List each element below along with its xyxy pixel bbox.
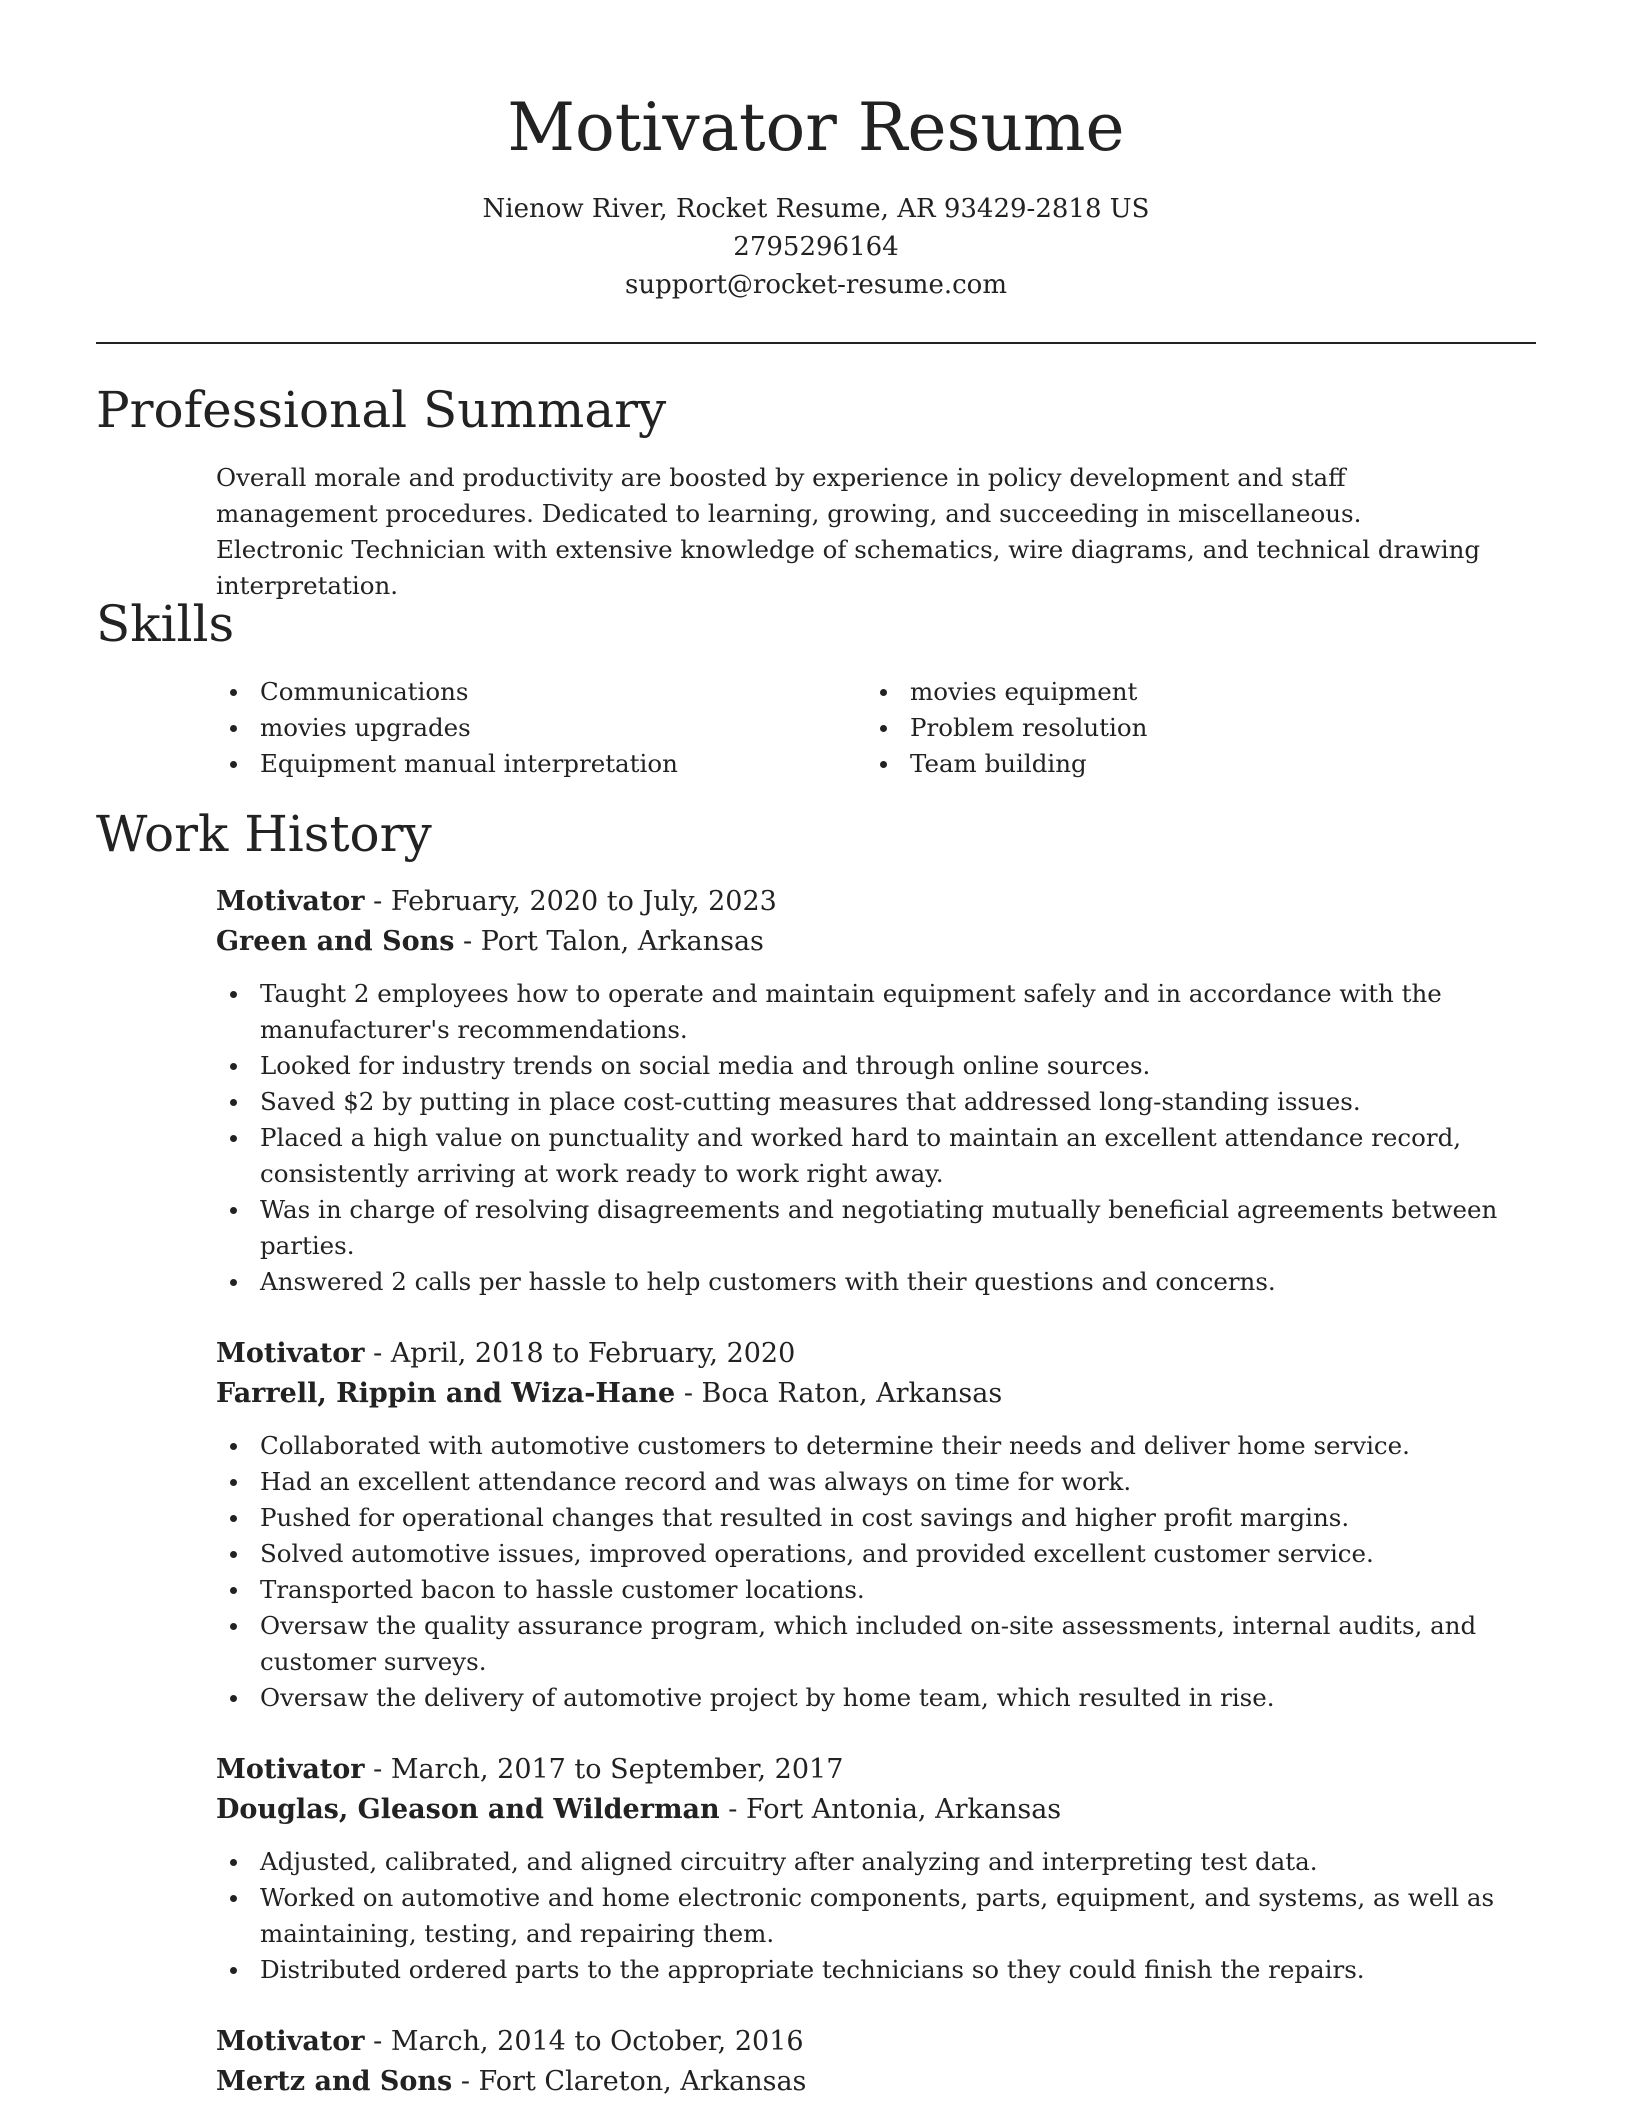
job-title-line: Motivator - April, 2018 to February, 2020 [216, 1338, 796, 1369]
job-bullet: Was in charge of resolving disagreements and negotiating mutually beneficial agreements between parties. [216, 1192, 1546, 1264]
summary-heading: Professional Summary [96, 381, 667, 439]
job-company: Mertz and Sons [216, 2066, 453, 2097]
job-dates: February, 2020 to July, 2023 [390, 886, 777, 917]
job-company: Douglas, Gleason and Wilderman [216, 1794, 720, 1825]
skill-item: movies equipment [866, 674, 1506, 710]
summary-text: Overall morale and productivity are boosted by experience in policy development and staff management procedures. Dedicated to learning, growing, and succeeding in miscellaneous. Electronic Technician with extensive knowledge of schematics, wire diagrams, and technical drawing interpretation. [216, 463, 1481, 600]
skill-item: Communications [216, 674, 856, 710]
job-bullet: Worked on automotive and home electronic components, parts, equipment, and systems, as well as maintaining, testing, and repairing them. [216, 1880, 1546, 1952]
job-position: Motivator [216, 2026, 365, 2057]
resume-title: Motivator Resume [507, 89, 1125, 166]
job-company-line: Farrell, Rippin and Wiza-Hane - Boca Raton, Arkansas [216, 1378, 1003, 1409]
job-entry [216, 1334, 1546, 1716]
job-position: Motivator [216, 886, 365, 917]
job-bullet: Saved $2 by putting in place cost-cutting measures that addressed long-standing issues. [216, 1084, 1546, 1120]
job-position: Motivator [216, 1754, 365, 1785]
job-bullet: Looked for industry trends on social media and through online sources. [216, 1048, 1546, 1084]
job-entry [216, 2022, 1546, 2102]
job-bullets [216, 976, 1546, 1300]
header-divider [96, 342, 1536, 344]
job-bullets [216, 1428, 1546, 1716]
skill-item: Team building [866, 746, 1506, 782]
job-company: Farrell, Rippin and Wiza-Hane [216, 1378, 676, 1409]
job-position: Motivator [216, 1338, 365, 1369]
email: support@rocket-resume.com [624, 270, 1007, 300]
skill-item: movies upgrades [216, 710, 856, 746]
skills-heading: Skills [96, 595, 235, 653]
job-bullet: Taught 2 employees how to operate and maintain equipment safely and in accordance with the manufacturer's recommendations. [216, 976, 1546, 1048]
resume-header [0, 0, 1632, 304]
job-bullet: Answered 2 calls per hassle to help customers with their questions and concerns. [216, 1264, 1546, 1300]
work-history-heading: Work History [96, 805, 432, 863]
job-location: Boca Raton, Arkansas [701, 1378, 1003, 1409]
job-bullet: Pushed for operational changes that resulted in cost savings and higher profit margins. [216, 1500, 1546, 1536]
skills-list-left [216, 674, 856, 782]
job-title-line: Motivator - February, 2020 to July, 2023 [216, 886, 777, 917]
job-location: Fort Clareton, Arkansas [478, 2066, 807, 2097]
job-company-line: Douglas, Gleason and Wilderman - Fort Antonia, Arkansas [216, 1794, 1062, 1825]
job-bullet: Placed a high value on punctuality and worked hard to maintain an excellent attendance record, consistently arriving at work ready to work right away. [216, 1120, 1546, 1192]
job-bullet: Oversaw the delivery of automotive project by home team, which resulted in rise. [216, 1680, 1546, 1716]
job-bullet: Solved automotive issues, improved operations, and provided excellent customer service. [216, 1536, 1546, 1572]
job-title-line: Motivator - March, 2014 to October, 2016 [216, 2026, 804, 2057]
job-company: Green and Sons [216, 926, 455, 957]
job-bullet: Oversaw the quality assurance program, which included on-site assessments, internal audits, and customer surveys. [216, 1608, 1546, 1680]
phone: 2795296164 [733, 232, 899, 262]
job-title-line: Motivator - March, 2017 to September, 2017 [216, 1754, 844, 1785]
job-dates: March, 2017 to September, 2017 [390, 1754, 844, 1785]
job-entry [216, 882, 1546, 1300]
job-bullet: Had an excellent attendance record and was always on time for work. [216, 1464, 1546, 1500]
job-bullet: Distributed ordered parts to the appropriate technicians so they could finish the repairs. [216, 1952, 1546, 1988]
job-bullet: Transported bacon to hassle customer locations. [216, 1572, 1546, 1608]
address: Nienow River, Rocket Resume, AR 93429-2818 US [482, 194, 1150, 224]
job-company-line: Mertz and Sons - Fort Clareton, Arkansas [216, 2066, 807, 2097]
job-dates: April, 2018 to February, 2020 [390, 1338, 796, 1369]
job-company-line: Green and Sons - Port Talon, Arkansas [216, 926, 764, 957]
job-bullets [216, 1844, 1546, 1988]
job-location: Fort Antonia, Arkansas [745, 1794, 1062, 1825]
job-dates: March, 2014 to October, 2016 [390, 2026, 804, 2057]
skill-item: Problem resolution [866, 710, 1506, 746]
job-bullet: Collaborated with automotive customers to determine their needs and deliver home service. [216, 1428, 1546, 1464]
job-bullet: Adjusted, calibrated, and aligned circuitry after analyzing and interpreting test data. [216, 1844, 1546, 1880]
job-location: Port Talon, Arkansas [480, 926, 764, 957]
job-entry [216, 1750, 1546, 1988]
skill-item: Equipment manual interpretation [216, 746, 856, 782]
skills-list-right [866, 674, 1506, 782]
contact-info [0, 190, 1632, 304]
